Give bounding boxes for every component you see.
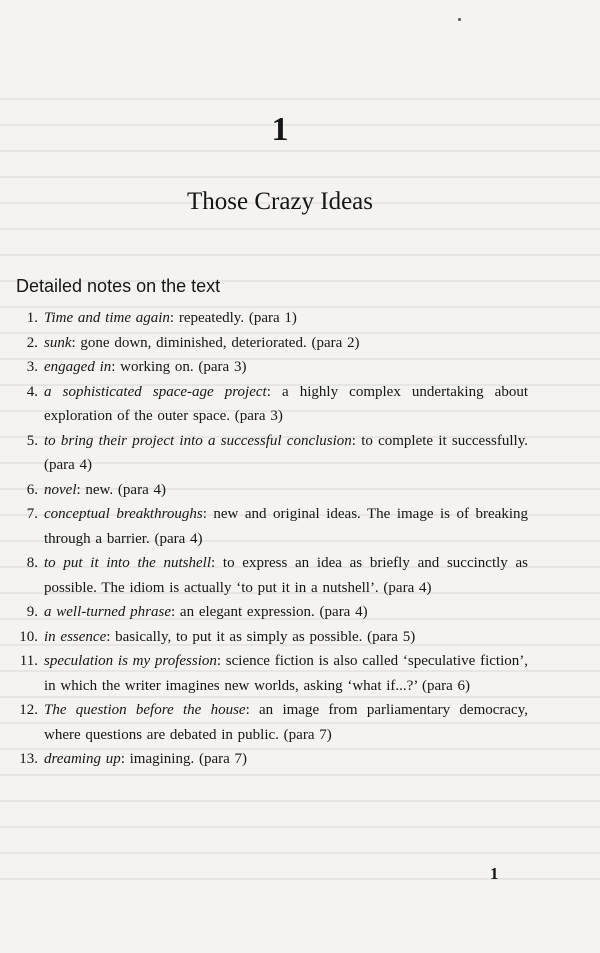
note-text: : science fiction is also called ‘speculative fiction’, in which the writer imagines new worlds, asking ‘what if...?’ (para 6)	[44, 653, 528, 694]
notes-list	[0, 306, 600, 772]
note-item	[0, 551, 600, 600]
note-number: 3.	[26, 359, 38, 375]
note-item	[0, 331, 600, 356]
note-term: a well-turned phrase	[44, 604, 171, 620]
note-number: 1.	[26, 310, 38, 326]
note-text: : to complete it successfully. (para 4)	[44, 432, 528, 473]
note-item	[0, 478, 600, 503]
note-term: Time and time again	[44, 310, 170, 326]
note-text: : to express an idea as briefly and succinctly as possible. The idiom is actually ‘to put it in a nutshell’. (para 4)	[44, 555, 529, 596]
note-item	[0, 355, 600, 380]
note-term: a sophisticated space-age project	[44, 383, 267, 400]
note-term: speculation is my profession	[44, 653, 217, 669]
chapter-number: 1	[271, 111, 289, 148]
note-number: 8.	[26, 555, 38, 571]
note-term: dreaming up	[44, 751, 121, 767]
note-term: engaged in	[44, 359, 112, 375]
note-term: The question before the house	[44, 702, 246, 718]
note-text: : an elegant expression. (para 4)	[171, 604, 368, 620]
note-item	[0, 600, 600, 625]
note-text: : basically, to put it as simply as possible. (para 5)	[106, 628, 416, 645]
note-text: : imagining. (para 7)	[120, 751, 247, 767]
note-item	[0, 649, 600, 698]
note-number: 7.	[26, 506, 38, 522]
note-item	[0, 429, 600, 478]
chapter-title: Those Crazy Ideas	[186, 188, 374, 215]
note-number: 4.	[26, 383, 38, 400]
note-term: conceptual breakthroughs	[44, 506, 203, 522]
note-item	[0, 502, 600, 551]
note-number: 10.	[19, 628, 38, 645]
note-item	[0, 625, 600, 650]
note-term: novel	[44, 481, 77, 498]
note-text: : repeatedly. (para 1)	[169, 310, 297, 326]
page-number: 1	[490, 864, 499, 883]
note-number: 6.	[26, 481, 38, 498]
note-text: : working on. (para 3)	[111, 359, 247, 375]
note-item	[0, 380, 600, 429]
speck	[458, 18, 461, 21]
note-item	[0, 306, 600, 331]
note-text: : a highly complex undertaking about exploration of the outer space. (para 3)	[44, 383, 528, 424]
note-term: to bring their project into a successful conclusion	[44, 432, 352, 449]
note-text: : gone down, diminished, deteriorated. (para 2)	[71, 334, 360, 351]
note-number: 11.	[19, 653, 38, 669]
note-text: : an image from parliamentary democracy, where questions are debated in public. (para 7)	[44, 702, 528, 743]
note-text: : new. (para 4)	[76, 481, 166, 498]
note-number: 5.	[26, 432, 38, 449]
note-term: in essence	[44, 628, 107, 645]
note-number: 9.	[26, 604, 38, 620]
note-term: sunk	[44, 334, 72, 351]
note-number: 12.	[19, 702, 38, 718]
note-term: to put it into the nutshell	[44, 555, 211, 571]
note-number: 2.	[26, 334, 38, 351]
note-number: 13.	[19, 751, 38, 767]
note-item	[0, 698, 600, 747]
section-heading: Detailed notes on the text	[16, 276, 221, 296]
note-text: : new and original ideas. The image is of breaking through a barrier. (para 4)	[44, 506, 528, 547]
note-item	[0, 747, 600, 772]
